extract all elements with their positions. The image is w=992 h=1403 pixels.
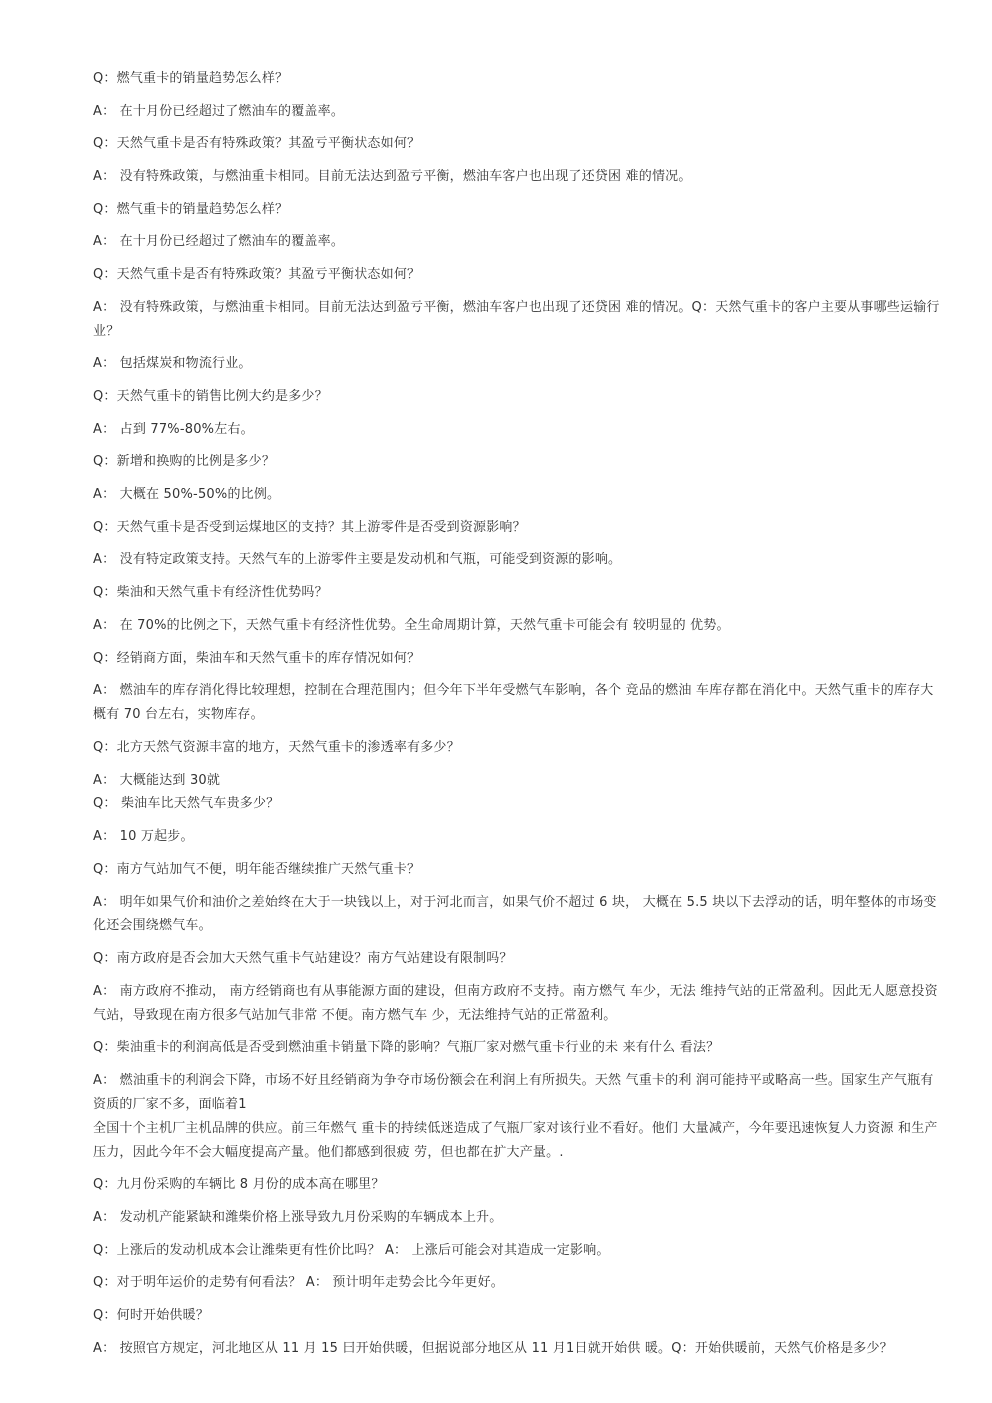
answer-text: A： 燃油车的库存消化得比较理想，控制在合理范围内；但今年下半年受燃气车影响，各个 竞品的燃油 车库存都在消化中。天然气重卡的库存大 xyxy=(93,683,934,698)
answer-text-continued: 业？ xyxy=(93,324,120,339)
answer-text: A： 按照官方规定，河北地区从 11 月 15 曰开始供暖，但据说部分地区从 11 月1日就开始供 暖。Q：开始供暖前，天然气价格是多少？ xyxy=(93,1341,893,1356)
question-text: Q：燃气重卡的销量趋势怎么样？ xyxy=(93,71,289,86)
answer-text: A： 没有特定政策支持。天然气车的上游零件主要是发动机和气瓶，可能受到资源的影响。 xyxy=(93,552,622,567)
question-answer-text: Q：对于明年运价的走势有何看法？ A： 预计明年走势会比今年更好。 xyxy=(93,1275,504,1290)
answer-text-continued: 概有 70 台左右，实物库存。 xyxy=(93,707,264,722)
answer-text: A： 没有特殊政策，与燃油重卡相同。目前无法达到盈亏平衡，燃油车客户也出现了还贷困 难的情况。 xyxy=(93,169,692,184)
question-text: Q：经销商方面，柴油车和天然气重卡的库存情况如何？ xyxy=(93,651,421,666)
question-text: Q：新增和换购的比例是多少？ xyxy=(93,454,276,469)
question-text: Q：北方天然气资源丰富的地方，天然气重卡的渗透率有多少？ xyxy=(93,740,460,755)
question-answer-text: Q：上涨后的发动机成本会让潍柴更有性价比吗？ A： 上涨后可能会对其造成一定影响。 xyxy=(93,1243,610,1258)
answer-text-continued: 全国十个主机厂主机品牌的供应。前三年燃气 重卡的持续低迷造成了气瓶厂家对该行业不看好。他们 大量减产，今年要迅速恢复人力资源 和生产 xyxy=(93,1121,938,1136)
answer-text: A： 在十月份已经超过了燃油车的覆盖率。 xyxy=(93,234,345,249)
question-text: Q：南方气站加气不便，明年能否继续推广天然气重卡？ xyxy=(93,862,421,877)
question-text: Q：何时开始供暖？ xyxy=(93,1308,210,1323)
question-text: Q：南方政府是否会加大天然气重卡气站建设？南方气站建设有限制吗？ xyxy=(93,951,513,966)
answer-text: A： 没有特殊政策，与燃油重卡相同。目前无法达到盈亏平衡，燃油车客户也出现了还贷困 难的情况。Q：天然气重卡的客户主要从事哪些运输行 xyxy=(93,300,940,315)
question-text: Q： 柴油车比天然气车贵多少？ xyxy=(93,796,280,811)
answer-text-continued: 资质的厂家不多，面临着1 xyxy=(93,1097,247,1112)
question-text: Q：柴油和天然气重卡有经济性优势吗？ xyxy=(93,585,328,600)
answer-text: A： 在 70%的比例之下，天然气重卡有经济性优势。全生命周期计算，天然气重卡可能会有 较明显的 优势。 xyxy=(93,618,730,633)
question-text: Q：天然气重卡是否受到运煤地区的支持？其上游零件是否受到资源影响？ xyxy=(93,520,526,535)
answer-text: A： 10 万起步。 xyxy=(93,829,194,844)
answer-text: A： 包括煤炭和物流行业。 xyxy=(93,356,252,371)
answer-text: A： 大概能达到 30就 xyxy=(93,773,221,788)
question-text: Q：燃气重卡的销量趋势怎么样？ xyxy=(93,202,289,217)
question-text: Q：天然气重卡的销售比例大约是多少？ xyxy=(93,389,328,404)
question-text: Q：天然气重卡是否有特殊政策？其盈亏平衡状态如何？ xyxy=(93,267,421,282)
answer-text-continued: 压力，因此今年不会大幅度提高产量。他们都感到很疲 劳，但也都在扩大产量。. xyxy=(93,1145,564,1160)
answer-text: A： 占到 77%-80%左右。 xyxy=(93,422,254,437)
answer-text: A： 发动机产能紧缺和潍柴价格上涨导致九月份采购的车辆成本上升。 xyxy=(93,1210,503,1225)
answer-text: A： 明年如果气价和油价之差始终在大于一块钱以上，对于河北而言，如果气价不超过 6 块， 大概在 5.5 块以下去浮动的话，明年整体的市场变 xyxy=(93,895,937,910)
answer-text: A： 大概在 50%-50%的比例。 xyxy=(93,487,281,502)
question-text: Q：柴油重卡的利润高低是否受到燃油重卡销量下降的影响？气瓶厂家对燃气重卡行业的未 来有什么 看法？ xyxy=(93,1040,720,1055)
answer-text: A： 南方政府不推动， 南方经销商也有从事能源方面的建设，但南方政府不支持。南方燃气 车少，无法 维持气站的正常盈利。因此无人愿意投资 xyxy=(93,984,938,999)
answer-text-continued: 气站，导致现在南方很多气站加气非常 不便。南方燃气车 少，无法维持气站的正常盈利。 xyxy=(93,1008,617,1023)
question-text: Q：九月份采购的车辆比 8 月份的成本高在哪里？ xyxy=(93,1177,385,1192)
answer-text-continued: 化还会围绕燃气车。 xyxy=(93,918,212,933)
answer-text: A： 在十月份已经超过了燃油车的覆盖率。 xyxy=(93,104,345,119)
question-text: Q：天然气重卡是否有特殊政策？其盈亏平衡状态如何？ xyxy=(93,136,421,151)
answer-text: A： 燃油重卡的利润会下降，市场不好且经销商为争夺市场份额会在利润上有所损失。天然 气重卡的利 润可能持平或略高一些。国家生产气瓶有 xyxy=(93,1073,934,1088)
